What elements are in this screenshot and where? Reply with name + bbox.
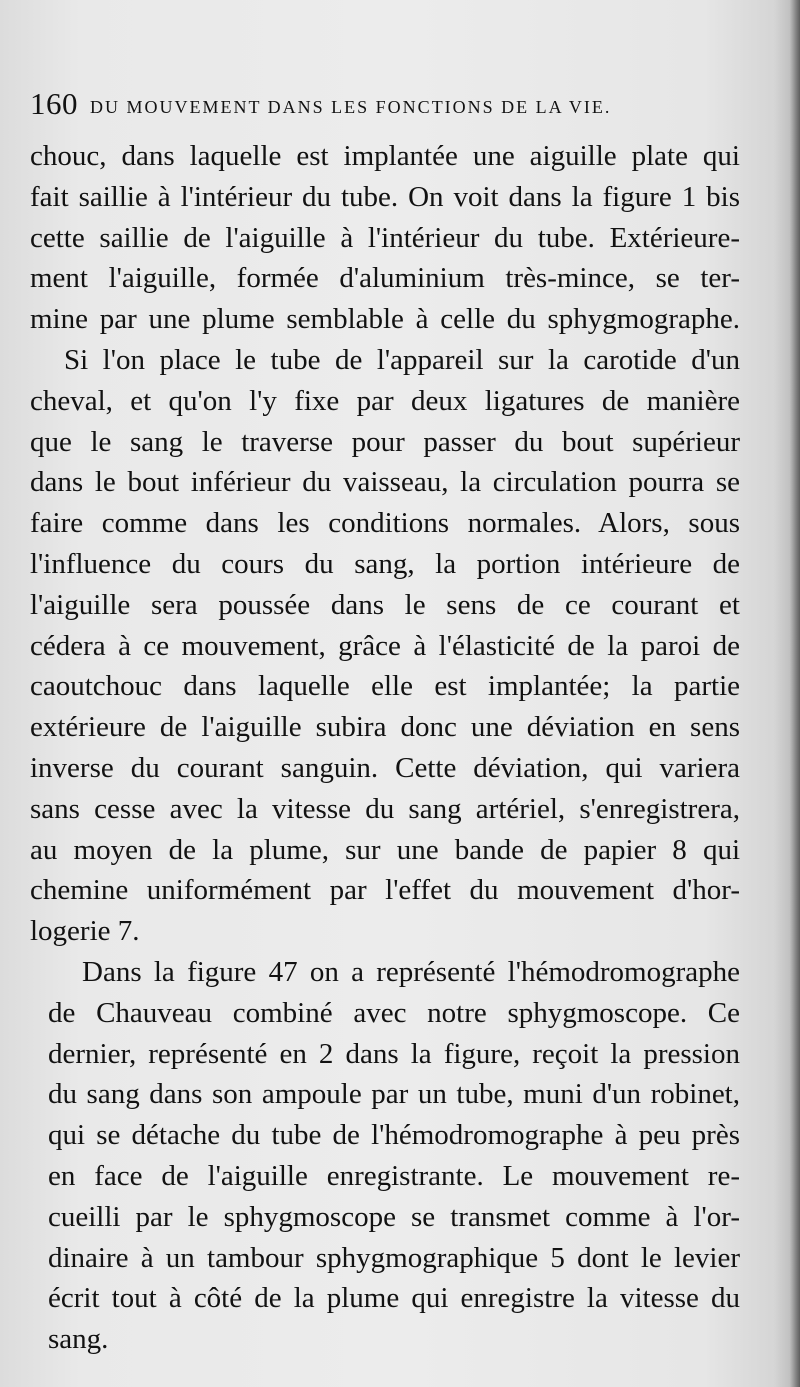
text-line: caoutchouc dans laquelle elle est implantée; la partie bbox=[30, 670, 740, 703]
text-line: Si l'on place le tube de l'appareil sur la carotide d'un bbox=[64, 343, 740, 376]
text-line: dernier, représenté en 2 dans la figure, reçoit la pression bbox=[48, 1037, 740, 1070]
running-head: DU MOUVEMENT DANS LES FONCTIONS DE LA VIE. bbox=[90, 97, 612, 117]
text-line: chemine uniformément par l'effet du mouvement d'hor- bbox=[30, 874, 740, 907]
body-text bbox=[30, 136, 740, 1360]
text-line: dinaire à un tambour sphygmographique 5 dont le levier bbox=[48, 1241, 740, 1274]
text-line: dans le bout inférieur du vaisseau, la circulation pourra se bbox=[30, 466, 740, 499]
text-line: que le sang le traverse pour passer du bout supérieur bbox=[30, 425, 740, 458]
text-line: mine par une plume semblable à celle du sphygmographe. bbox=[30, 303, 740, 336]
text-line: ment l'aiguille, formée d'aluminium très-mince, se ter- bbox=[30, 262, 740, 295]
paragraph-2 bbox=[30, 340, 740, 952]
text-line: de Chauveau combiné avec notre sphygmoscope. Ce bbox=[48, 996, 740, 1029]
text-line: qui se détache du tube de l'hémodromographe à peu près bbox=[48, 1119, 740, 1152]
text-line: écrit tout à côté de la plume qui enregistre la vitesse du bbox=[48, 1282, 740, 1315]
text-line: logerie 7. bbox=[30, 915, 140, 948]
text-line: chouc, dans laquelle est implantée une aiguille plate qui bbox=[30, 140, 740, 172]
page-edge-shadow bbox=[774, 0, 800, 1387]
page-number: 160 bbox=[30, 86, 78, 121]
text-line: l'influence du cours du sang, la portion intérieure de bbox=[30, 547, 740, 580]
text-line: Dans la figure 47 on a représenté l'hémodromographe bbox=[82, 955, 740, 988]
text-line: l'aiguille sera poussée dans le sens de ce courant et bbox=[30, 588, 740, 621]
page-header bbox=[30, 86, 670, 126]
text-line: fait saillie à l'intérieur du tube. On voit dans la figure 1 bis bbox=[30, 180, 740, 213]
text-line: en face de l'aiguille enregistrante. Le mouvement re- bbox=[48, 1159, 740, 1192]
text-line: inverse du courant sanguin. Cette déviation, qui variera bbox=[30, 751, 740, 784]
text-line: extérieure de l'aiguille subira donc une déviation en sens bbox=[30, 711, 740, 744]
text-line: au moyen de la plume, sur une bande de papier 8 qui bbox=[30, 833, 740, 866]
text-line: faire comme dans les conditions normales. Alors, sous bbox=[30, 507, 740, 540]
text-line: du sang dans son ampoule par un tube, muni d'un robinet, bbox=[48, 1078, 740, 1111]
text-line: cheval, et qu'on l'y fixe par deux ligatures de manière bbox=[30, 384, 740, 417]
text-line: sang. bbox=[48, 1323, 109, 1356]
text-line: cueilli par le sphygmoscope se transmet comme à l'or- bbox=[48, 1200, 740, 1233]
paragraph-1 bbox=[30, 136, 740, 340]
text-line: sans cesse avec la vitesse du sang artériel, s'enregistrera, bbox=[30, 792, 740, 825]
text-line: cette saillie de l'aiguille à l'intérieur du tube. Extérieure- bbox=[30, 221, 740, 254]
text-line: cédera à ce mouvement, grâce à l'élasticité de la paroi de bbox=[30, 629, 740, 662]
paragraph-3 bbox=[30, 952, 740, 1360]
